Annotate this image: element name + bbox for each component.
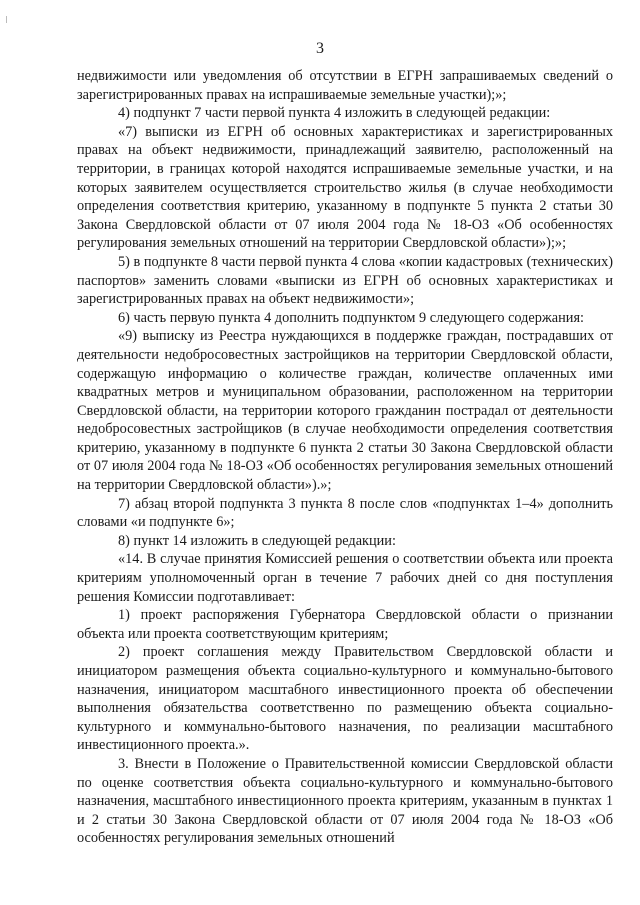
paragraph: 4) подпункт 7 части первой пункта 4 изложить в следующей редакции: xyxy=(118,105,551,122)
margin-mark xyxy=(6,16,7,23)
paragraph: 2) проект соглашения между Правительством Свердловской области и инициатором размещения объекта социально-культурного и коммунально-бытового назначения, инициатором масштабного инвестиционного проекта об обеспечении выполнения обязательства соответственно по размещению объекта социально-культурного и коммунально-бытового назначения, по реализации масштабного инвестиционного проекта.». xyxy=(77,644,613,754)
document-body xyxy=(77,67,613,848)
paragraph: 3. Внести в Положение о Правительственной комиссии Свердловской области по оценке соответствия объекта социально-культурного и коммунально-бытового назначения, масштабного инвестиционного проекта критериям, указанным в пунктах 1 и 2 статьи 30 Закона Свердловской области от 07 июля 2004 года № 18-ОЗ «Об особенностях регулирования земельных отношений xyxy=(77,755,613,847)
paragraph: 7) абзац второй подпункта 3 пункта 8 после слов «подпунктах 1–4» дополнить словами «и подпункте 6»; xyxy=(77,495,613,531)
paragraph: 5) в подпункте 8 части первой пункта 4 слова «копии кадастровых (технических) паспортов» заменить словами «выписки из ЕГРН об основных характеристиках и зарегистрированных правах на объект недвижимости»; xyxy=(77,253,613,308)
paragraph: недвижимости или уведомления об отсутствии в ЕГРН запрашиваемых сведений о зарегистрированных правах на испрашиваемые земельные участки);»; xyxy=(77,68,613,103)
paragraph: «9) выписку из Реестра нуждающихся в поддержке граждан, пострадавших от деятельности недобросовестных застройщиков на территории Свердловской области, содержащую информацию о количестве граждан, количестве оплаченных ими квадратных метров и муниципальном образовании, расположенном на территории Свердловской области, на территории которого гражданин пострадал от деятельности недобросовестных застройщиков (в случае необходимости определения соответствия критерию, указанному в подпункте 6 пункта 2 статьи 30 Закона Свердловской области от 07 июля 2004 года № 18-ОЗ «Об особенностях регулирования земельных отношений на территории Свердловской области»).»; xyxy=(77,328,613,494)
paragraph: «7) выписки из ЕГРН об основных характеристиках и зарегистрированных правах на объект недвижимости, принадлежащий заявителю, расположенный на территории, в границах которой находятся испрашиваемые земельные участки, и на которых заявителем осуществляется строительство жилья (в случае необходимости определения соответствия критерию, указанному в подпункте 5 пункта 2 статьи 30 Закона Свердловской области от 07 июля 2004 года № 18-ОЗ «Об особенностях регулирования земельных отношений на территории Свердловской области»);»; xyxy=(77,123,613,252)
paragraph: 6) часть первую пункта 4 дополнить подпунктом 9 следующего содержания: xyxy=(118,309,585,326)
paragraph: 1) проект распоряжения Губернатора Свердловской области о признании объекта или проекта соответствующим критериям; xyxy=(77,607,613,642)
paragraph: 8) пункт 14 изложить в следующей редакции: xyxy=(118,532,396,549)
paragraph: «14. В случае принятия Комиссией решения о соответствии объекта или проекта критериям уполномоченный орган в течение 7 рабочих дней со дня поступления решения Комиссии подготавливает: xyxy=(77,551,613,605)
page-number: 3 xyxy=(316,40,324,57)
